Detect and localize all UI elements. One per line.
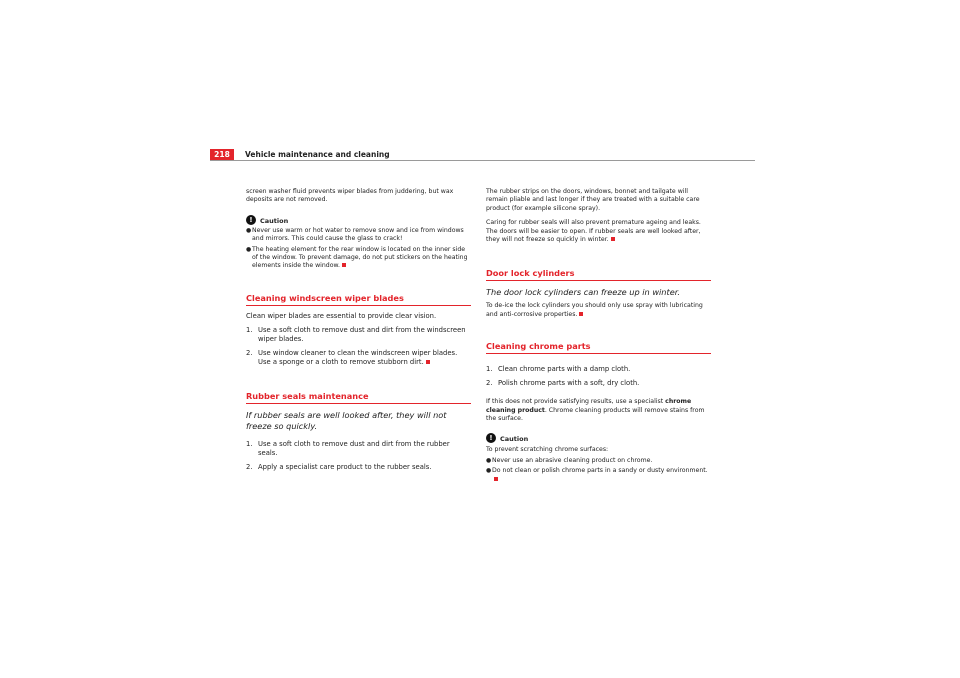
caution-bullet: [486, 467, 711, 484]
list-item: 1. Use a soft cloth to remove dust and dirt from the windscreen wiper blades.: [246, 325, 466, 343]
caution-bullet: [246, 227, 471, 244]
caution-bullet-text: Never use warm or hot water to remove snow and ice from windows and mirrors. This could cause the glass to crack!: [252, 226, 464, 243]
list-item: 2. Polish chrome parts with a soft, dry cloth.: [486, 379, 640, 388]
heading-door-lock: Door lock cylinders: [486, 268, 711, 281]
chrome-product-term: chrome cleaning product: [486, 398, 692, 414]
caution-header: [486, 433, 711, 443]
caution-bullet: [486, 457, 711, 465]
list-item: 2. Apply a specialist care product to the rubber seals.: [246, 462, 432, 471]
bullet-dot-icon: ●: [246, 226, 252, 234]
caution-intro: To prevent scratching chrome surfaces:: [486, 446, 609, 454]
page-number: 218: [210, 149, 234, 161]
rubber-subtitle: If rubber seals are well looked after, they will not freeze so quickly.: [246, 409, 447, 431]
rubber-paragraph-2: Caring for rubber seals will also prevent premature ageing and leaks. The doors will be easier to open. If rubber seals are well looked after, they will not freeze so quickly in winter.: [486, 219, 701, 244]
bullet-dot-icon: ●: [486, 467, 492, 475]
caution-label: Caution: [260, 216, 289, 225]
page-header: [210, 149, 755, 161]
intro-paragraph: screen washer fluid prevents wiper blades from juddering, but wax deposits are not removed.: [246, 188, 454, 204]
list-item: 1. Clean chrome parts with a damp cloth.: [486, 365, 631, 374]
caution-bullet-text: Do not clean or polish chrome parts in a sandy or dusty environment.: [492, 467, 711, 484]
caution-label: Caution: [500, 435, 529, 444]
list-item: 2. Use window cleaner to clean the windscreen wiper blades. Use a sponge or a cloth to remove stubborn dirt.: [246, 348, 458, 366]
caution-header: [246, 215, 471, 225]
door-subtitle: The door lock cylinders can freeze up in winter.: [486, 287, 680, 298]
caution-bullet-text: The heating element for the rear window is located on the inner side of the window. To prevent damage, do not put stickers on the heating elements inside the window.: [252, 245, 468, 270]
heading-wiper-blades: Cleaning windscreen wiper blades: [246, 293, 471, 306]
bullet-dot-icon: ●: [246, 245, 252, 253]
caution-bullet: [246, 246, 471, 271]
end-mark-icon: [426, 360, 430, 364]
wiper-intro: Clean wiper blades are essential to provide clear vision.: [246, 311, 437, 320]
heading-chrome: Cleaning chrome parts: [486, 341, 711, 354]
end-mark-icon: [579, 312, 583, 316]
rubber-paragraph-1: The rubber strips on the doors, windows, bonnet and tailgate will remain pliable and last longer if they are treated with a suitable care product (for example silicone spray).: [486, 188, 700, 212]
caution-bullet-text: Never use an abrasive cleaning product on chrome.: [492, 456, 653, 464]
right-column: [486, 188, 711, 484]
running-title: Vehicle maintenance and cleaning: [245, 150, 390, 159]
end-mark-icon: [342, 263, 346, 267]
chrome-paragraph: If this does not provide satisfying results, use a specialist chrome cleaning product. Chrome cleaning products will remove stains from the surface.: [486, 398, 705, 423]
left-column: [246, 188, 471, 472]
header-rule: [210, 160, 755, 161]
door-text: To de-ice the lock cylinders you should only use spray with lubricating and anti-corrosive properties.: [486, 302, 703, 318]
caution-icon: !: [246, 215, 256, 225]
caution-icon: !: [486, 433, 496, 443]
end-mark-icon: [494, 477, 498, 481]
end-mark-icon: [611, 237, 615, 241]
heading-rubber-seals: Rubber seals maintenance: [246, 391, 471, 404]
bullet-dot-icon: ●: [486, 456, 492, 464]
list-item: 1. Use a soft cloth to remove dust and dirt from the rubber seals.: [246, 439, 450, 457]
